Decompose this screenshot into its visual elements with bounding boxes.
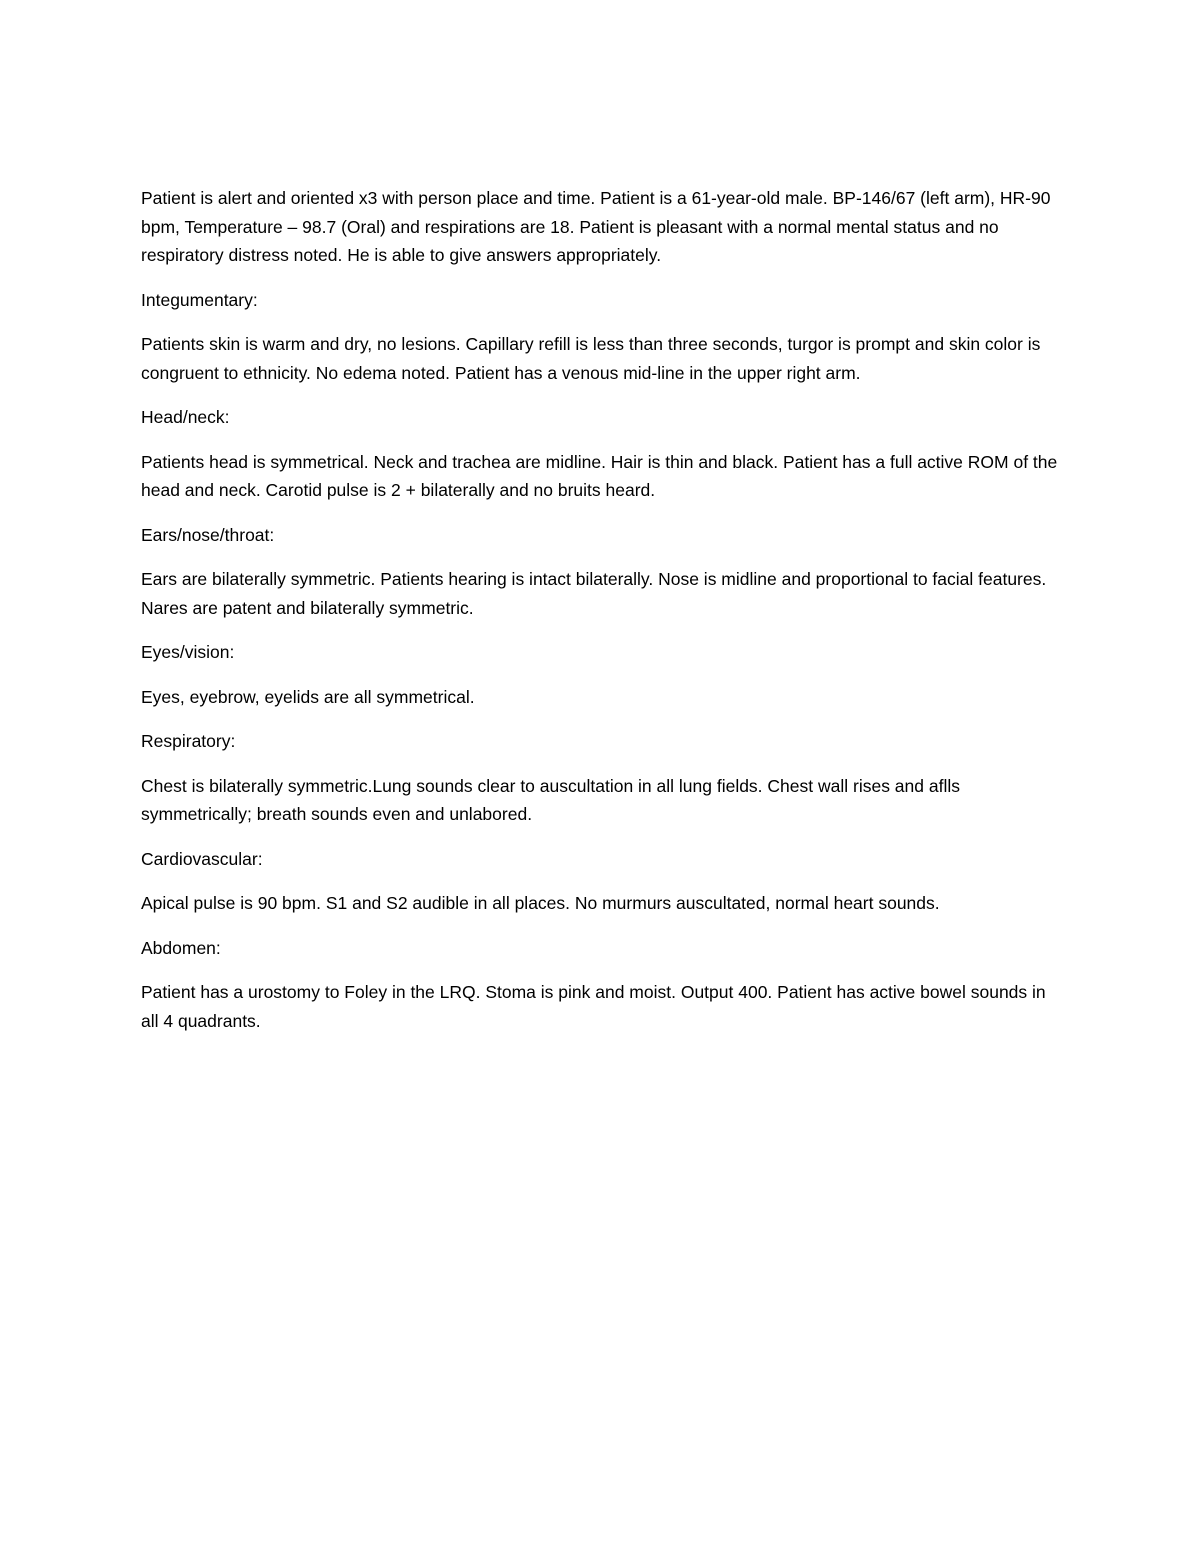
section-body-abdomen: Patient has a urostomy to Foley in the LRQ. Stoma is pink and moist. Output 400. Patient has active bowel sounds in all 4 quadrants. (141, 982, 1046, 1031)
section-body-head-neck: Patients head is symmetrical. Neck and trachea are midline. Hair is thin and black. Patient has a full active ROM of the head and neck. Carotid pulse is 2 + bilaterally and no bruits heard. (141, 451, 1058, 500)
section-body-cardiovascular: Apical pulse is 90 bpm. S1 and S2 audible in all places. No murmurs auscultated, normal heart sounds. (141, 893, 940, 913)
section-body-respiratory: Chest is bilaterally symmetric.Lung sounds clear to auscultation in all lung fields. Chest wall rises and aflls symmetrically; breath sounds even and unlabored. (141, 775, 960, 824)
section-heading-respiratory: Respiratory: (141, 731, 236, 751)
section-heading-cardiovascular: Cardiovascular: (141, 848, 263, 869)
section-body-eyes-vision: Eyes, eyebrow, eyelids are all symmetrical. (141, 686, 475, 707)
section-body-integumentary: Patients skin is warm and dry, no lesions. Capillary refill is less than three seconds, turgor is prompt and skin color is congruent to ethnicity. No edema noted. Patient has a venous mid-line in the upper right arm. (141, 334, 1041, 383)
section-heading-eyes-vision: Eyes/vision: (141, 642, 235, 662)
intro-paragraph: Patient is alert and oriented x3 with person place and time. Patient is a 61-year-old male. BP-146/67 (left arm), HR-90 bpm, Temperature – 98.7 (Oral) and respirations are 18. Patient is pleasant with a normal mental status and no respiratory distress noted. He is able to give answers appropriately. (141, 188, 1051, 265)
section-heading-head-neck: Head/neck: (141, 407, 230, 427)
document-body (141, 184, 1061, 1051)
section-heading-integumentary: Integumentary: (141, 289, 258, 310)
section-body-ears-nose-throat: Ears are bilaterally symmetric. Patients hearing is intact bilaterally. Nose is midline and proportional to facial features. Nares are patent and bilaterally symmetric. (141, 569, 1047, 618)
section-heading-abdomen: Abdomen: (141, 937, 221, 958)
section-heading-ears-nose-throat: Ears/nose/throat: (141, 524, 275, 545)
